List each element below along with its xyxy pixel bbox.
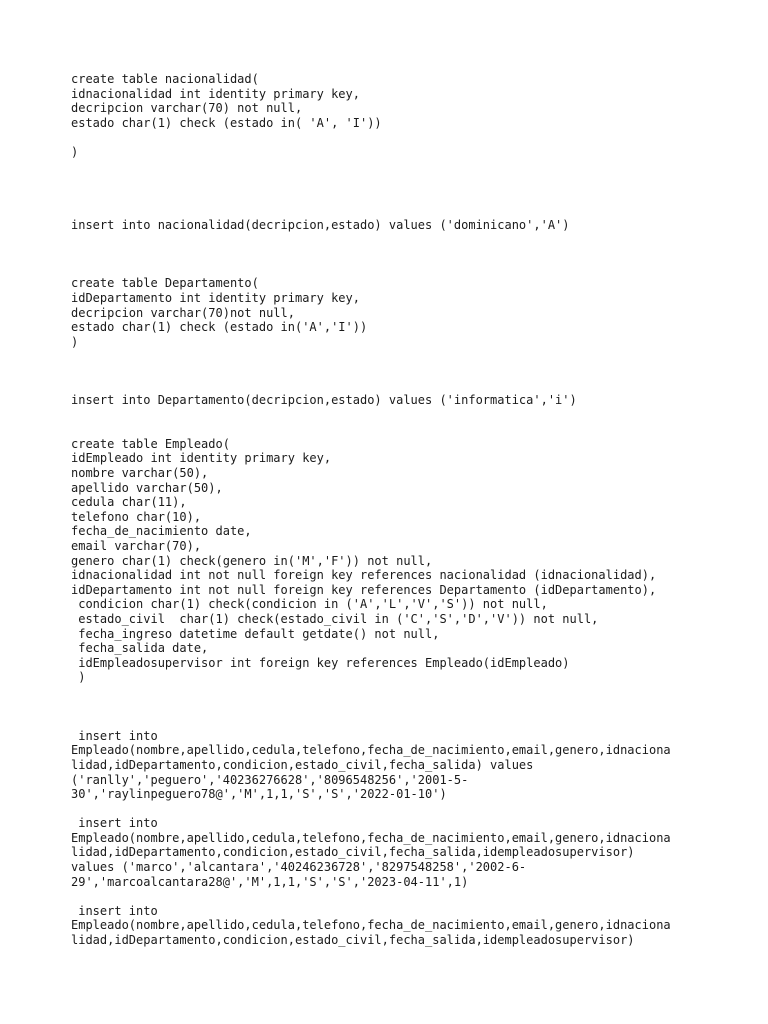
code-line: estado_civil char(1) check(estado_civil in ('C','S','D','V')) not null, [71,611,599,626]
code-line [71,174,711,189]
code-line: apellido varchar(50), [71,480,223,495]
code-line [71,802,711,817]
code-line: ('ranlly','peguero','40236276628','8096548256','2001-5- [71,772,469,787]
code-line: condicion char(1) check(condicion in ('A','L','V','S')) not null, [71,597,548,612]
sql-code-block [71,72,711,948]
code-line: lidad,idDepartamento,condicion,estado_civil,fecha_salida,idempleadosupervisor) [71,933,635,948]
code-line: insert into [71,728,158,743]
code-line [71,189,711,204]
code-line [71,233,711,248]
code-line: fecha_de_nacimiento date, [71,524,252,539]
code-line: 29','marcoalcantara28@','M',1,1,'S','S','2023-04-11',1) [71,874,469,889]
code-line: idEmpleado int identity primary key, [71,451,332,466]
code-line: lidad,idDepartamento,condicion,estado_civil,fecha_salida,idempleadosupervisor) [71,845,635,860]
code-line: 30','raylinpeguero78@','M',1,1,'S','S','2022-01-10') [71,787,447,802]
code-line [71,889,711,904]
code-line: ) [71,670,86,685]
code-line: create table Empleado( [71,436,230,451]
code-line: estado char(1) check (estado in('A','I')) [71,320,368,335]
code-line: Empleado(nombre,apellido,cedula,telefono,fecha_de_nacimiento,email,genero,idnaciona [71,830,671,845]
code-line: create table Departamento( [71,276,259,291]
code-line: decripcion varchar(70) not null, [71,101,303,116]
code-line: values ('marco','alcantara','40246236728','8297548258','2002-6- [71,860,527,875]
code-line: insert into Departamento(decripcion,estado) values ('informatica','i') [71,393,577,408]
code-line: idDepartamento int identity primary key, [71,290,360,305]
code-line [71,714,711,729]
code-line: email varchar(70), [71,539,202,553]
code-line: decripcion varchar(70)not null, [71,305,295,320]
code-line [71,364,711,379]
code-line: Empleado(nombre,apellido,cedula,telefono,fecha_de_nacimiento,email,genero,idnaciona [71,918,671,933]
code-line [71,378,711,393]
code-line: idnacionalidad int identity primary key, [71,86,360,101]
code-line [71,700,711,715]
code-line: insert into [71,816,158,831]
code-line: genero char(1) check(genero in('M','F')) not null, [71,553,433,568]
code-line: idEmpleadosupervisor int foreign key references Empleado(idEmpleado) [71,655,570,670]
code-line: estado char(1) check (estado in( 'A', 'I')) [71,115,382,130]
code-line: create table nacionalidad( [71,72,259,86]
code-line [71,247,711,262]
code-line: cedula char(11), [71,495,187,510]
code-line [71,685,711,700]
code-line: nombre varchar(50), [71,466,209,481]
code-line [71,422,711,437]
code-line [71,408,711,423]
code-line: fecha_salida date, [71,641,209,656]
code-line: lidad,idDepartamento,condicion,estado_civil,fecha_salida) values [71,757,534,772]
code-line [71,349,711,364]
code-line: ) [71,334,79,349]
code-line [71,203,711,218]
code-line: Empleado(nombre,apellido,cedula,telefono,fecha_de_nacimiento,email,genero,idnaciona [71,743,671,758]
code-line: idnacionalidad int not null foreign key references nacionalidad (idnacionalidad), [71,568,657,583]
code-line [71,160,711,175]
code-line: ) [71,144,79,159]
code-line: fecha_ingreso datetime default getdate() not null, [71,626,440,641]
code-line [71,130,711,145]
code-line: idDepartamento int not null foreign key references Departamento (idDepartamento), [71,582,657,597]
code-line: telefono char(10), [71,509,202,524]
code-line [71,262,711,277]
code-line: insert into [71,903,158,918]
code-line: insert into nacionalidad(decripcion,estado) values ('dominicano','A') [71,217,570,232]
